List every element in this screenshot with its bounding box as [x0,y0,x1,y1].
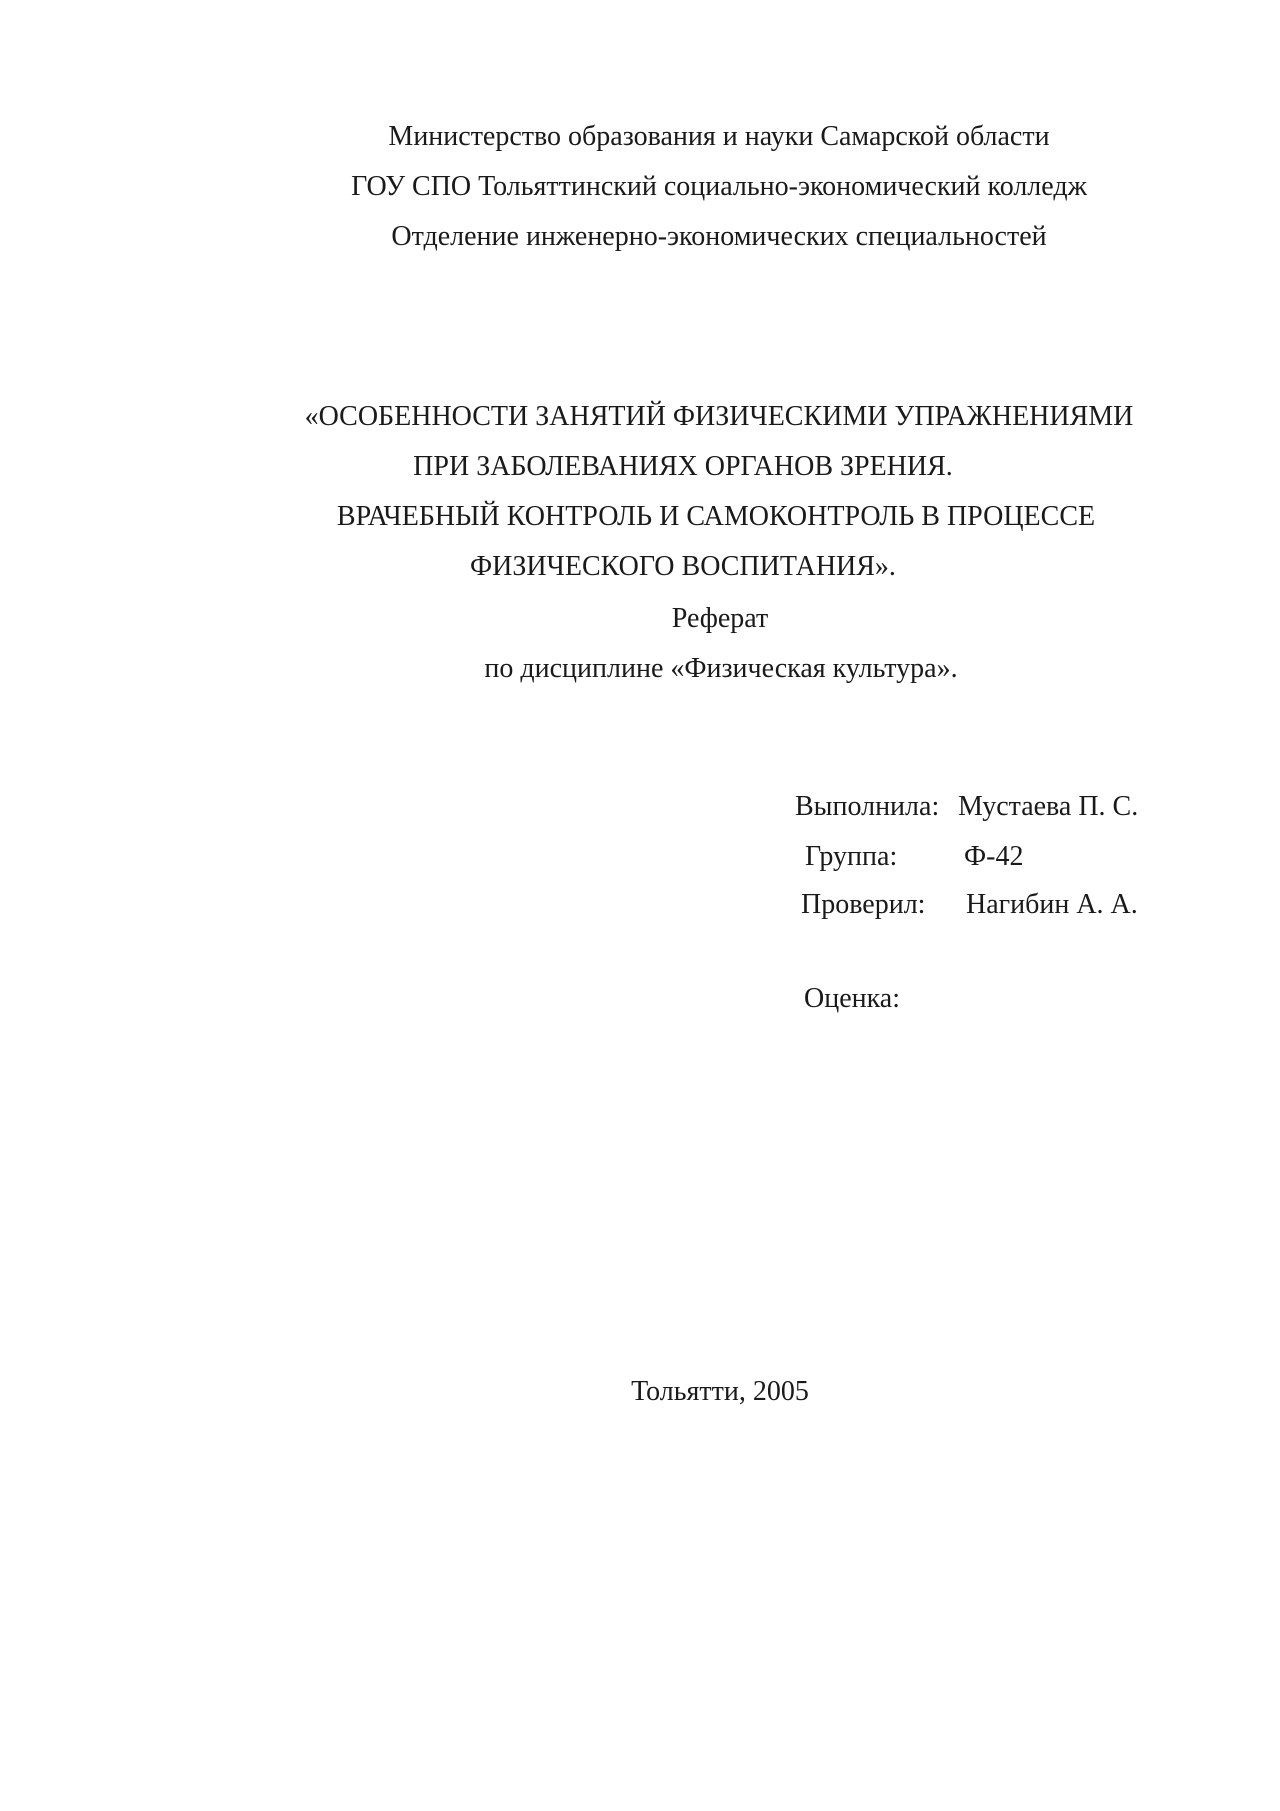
title-line-4: ФИЗИЧЕСКОГО ВОСПИТАНИЯ». [470,551,896,582]
grade-label: Оценка: [804,983,901,1014]
city-year: Тольятти, 2005 [631,1376,809,1407]
college-line: ГОУ СПО Тольяттинский социально-экономический колледж [351,171,1087,202]
department-line: Отделение инженерно-экономических специальностей [391,221,1047,252]
author-name: Мустаева П. С. [958,791,1139,822]
group-label: Группа: [805,841,898,872]
author-label: Выполнила: [795,791,940,822]
title-line-1: «ОСОБЕННОСТИ ЗАНЯТИЙ ФИЗИЧЕСКИМИ УПРАЖНЕНИЯМИ [304,401,1134,432]
group-value: Ф-42 [964,841,1024,872]
checker-name: Нагибин А. А. [966,889,1138,920]
discipline-line: по дисциплине «Физическая культура». [484,653,958,684]
document-type: Реферат [671,603,769,634]
title-line-2: ПРИ ЗАБОЛЕВАНИЯХ ОРГАНОВ ЗРЕНИЯ. [413,451,953,482]
ministry-line: Министерство образования и науки Самарской области [388,121,1050,152]
checker-label: Проверил: [801,889,926,920]
title-line-3: ВРАЧЕБНЫЙ КОНТРОЛЬ И САМОКОНТРОЛЬ В ПРОЦЕССЕ [336,501,1096,532]
